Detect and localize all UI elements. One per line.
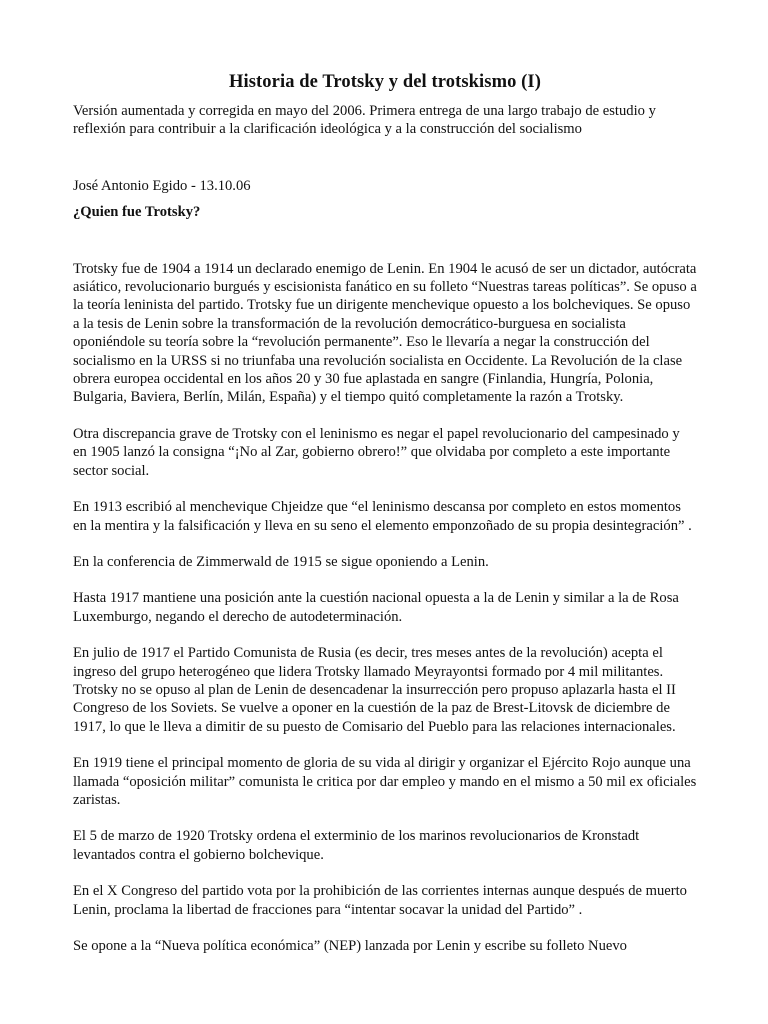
author-date-byline: José Antonio Egido - 13.10.06 — [73, 177, 251, 194]
paragraph-1: Trotsky fue de 1904 a 1914 un declarado enemigo de Lenin. En 1904 le acusó de ser un dictador, autócrata asiático, revolucionario burgués y escisionista fanático en su folleto “Nuestras tareas políticas”. Se opuso a la teoría leninista del partido. Trotsky fue un dirigente menchevique opuesto a los bolcheviques. Se opuso a la tesis de Lenin sobre la transformación de la revolución democrático-burguesa en socialista oponiéndole su teoría sobre la “revolución permanente”. Eso le llevaría a negar la construcción del socialismo en la URSS si no triunfaba una revolución socialista en Occidente. La Revolución de la clase obrera europea occidental en los años 20 y 30 fue aplastada en sangre (Finlandia, Hungría, Polonia, Bulgaria, Baviera, Berlín, Milán, España) y el tiempo quitó completamente la razón a Trotsky. — [73, 260, 697, 406]
section-heading: ¿Quien fue Trotsky? — [73, 204, 201, 221]
document-title: Historia de Trotsky y del trotskismo (I) — [229, 72, 541, 92]
paragraph-6: En julio de 1917 el Partido Comunista de Rusia (es decir, tres meses antes de la revolución) acepta el ingreso del grupo heterogéneo que lidera Trotsky llamado Meyrayontsi formado por 4 mil militantes. Trotsky no se opuso al plan de Lenin de desencadenar la insurrección pero propuso aplazarla hasta el II Congreso de los Soviets. Se vuelve a oponer en la cuestión de la paz de Brest-Litovsk de diciembre de 1917, lo que le lleva a dimitir de su puesto de Comisario del Pueblo para las relaciones internacionales. — [73, 645, 676, 735]
paragraph-2: Otra discrepancia grave de Trotsky con el leninismo es negar el papel revolucionario del campesinado y en 1905 lanzó la consigna “¡No al Zar, gobierno obrero!” que olvidaba por completo a este importante sector social. — [73, 425, 680, 479]
paragraph-7: En 1919 tiene el principal momento de gloria de su vida al dirigir y organizar el Ejército Rojo aunque una llamada “oposición militar” comunista le critica por dar empleo y mando en el mismo a 50 mil ex oficiales zaristas. — [73, 755, 697, 808]
paragraph-5: Hasta 1917 mantiene una posición ante la cuestión nacional opuesta a la de Lenin y similar a la de Rosa Luxemburgo, negando el derecho de autodeterminación. — [73, 590, 679, 625]
document-subtitle: Versión aumentada y corregida en mayo del 2006. Primera entrega de una largo trabajo de estudio y reflexión para contribuir a la clarificación ideológica y a la construcción del socialismo — [73, 103, 656, 138]
paragraph-3: En 1913 escribió al menchevique Chjeidze que “el leninismo descansa por completo en estos momentos en la mentira y la falsificación y lleva en su seno el elemento emponzoñado de su propia desintegración” . — [73, 499, 692, 534]
paragraph-10: Se opone a la “Nueva política económica” (NEP) lanzada por Lenin y escribe su folleto Nuevo — [73, 938, 627, 954]
document-page — [73, 70, 697, 955]
paragraph-8: El 5 de marzo de 1920 Trotsky ordena el exterminio de los marinos revolucionarios de Kronstadt levantados contra el gobierno bolchevique. — [73, 828, 640, 863]
paragraph-4: En la conferencia de Zimmerwald de 1915 se sigue oponiendo a Lenin. — [73, 553, 489, 570]
paragraph-9: En el X Congreso del partido vota por la prohibición de las corrientes internas aunque después de muerto Lenin, proclama la libertad de fracciones para “intentar socavar la unidad del Partido” . — [73, 883, 687, 918]
